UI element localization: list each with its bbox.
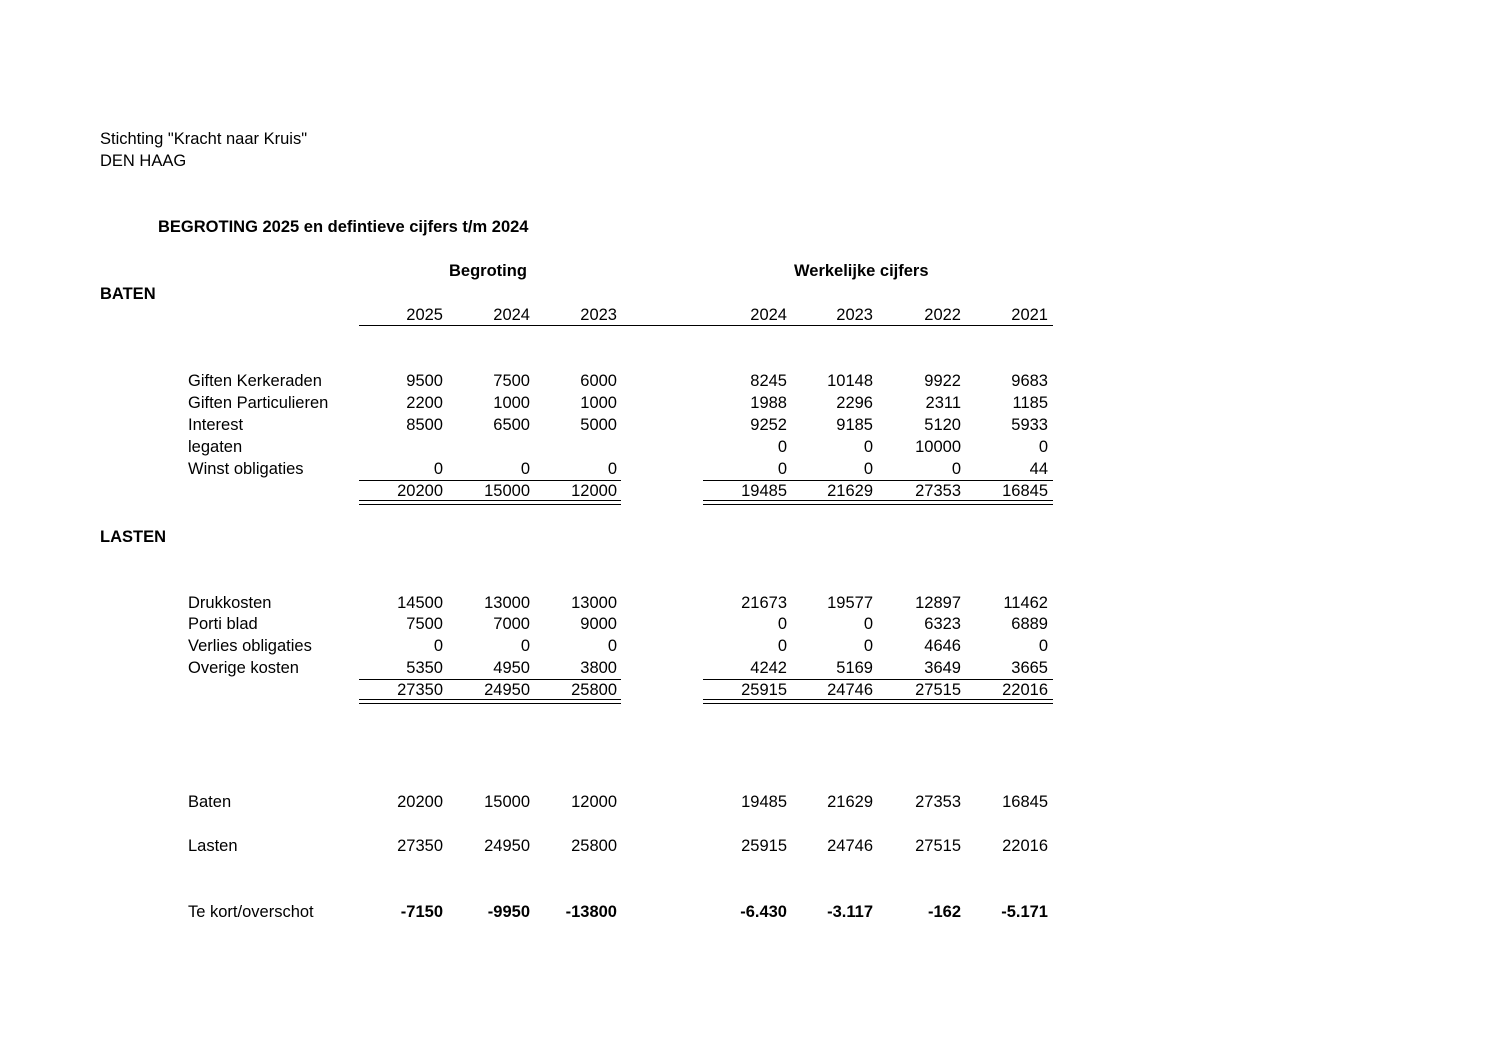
table-cell: 9000	[580, 615, 617, 633]
table-cell: 3800	[580, 659, 617, 677]
table-cell: 3649	[924, 659, 961, 677]
table-cell: 1000	[580, 394, 617, 412]
summary-cell: 24950	[484, 837, 530, 855]
summary-cell: 16845	[1002, 793, 1048, 811]
total-cell: 12000	[571, 482, 617, 500]
summary-cell: 24746	[827, 837, 873, 855]
table-cell: 11462	[1003, 594, 1048, 612]
summary-cell: 27350	[397, 837, 443, 855]
table-cell: 3665	[1011, 659, 1048, 677]
table-cell: 1185	[1012, 394, 1048, 412]
table-cell: 4242	[750, 659, 787, 677]
table-cell: 2311	[925, 394, 961, 412]
total-cell: 15000	[484, 482, 530, 500]
summary-cell: 15000	[484, 793, 530, 811]
table-cell: 7500	[406, 615, 443, 633]
row-label: Giften Kerkeraden	[188, 372, 322, 390]
subtotal-rule-budget	[359, 480, 621, 481]
total-cell: 27350	[397, 681, 443, 699]
year-header: 2023	[580, 306, 617, 324]
table-cell: 0	[607, 637, 617, 655]
summary-cell: -6.430	[740, 903, 787, 921]
table-cell: 0	[520, 460, 530, 478]
table-cell: 9185	[836, 416, 873, 434]
row-label: Interest	[188, 416, 244, 434]
total-cell: 21629	[827, 482, 873, 500]
summary-cell: 27353	[915, 793, 961, 811]
year-header: 2023	[836, 306, 873, 324]
table-cell: 6000	[580, 372, 617, 390]
table-cell: 6500	[493, 416, 530, 434]
summary-cell: 25800	[571, 837, 617, 855]
year-header: 2021	[1011, 306, 1048, 324]
document-title: BEGROTING 2025 en defintieve cijfers t/m 2024	[158, 218, 529, 236]
total-double-rule-budget	[359, 699, 621, 704]
table-cell: 4646	[924, 637, 961, 655]
table-cell: 0	[951, 460, 961, 478]
table-cell: 10000	[915, 438, 961, 456]
summary-cell: -162	[927, 903, 961, 921]
table-cell: 0	[777, 460, 787, 478]
total-cell: 27353	[915, 482, 961, 500]
summary-cell: 20200	[397, 793, 443, 811]
table-cell: 5350	[406, 659, 443, 677]
row-label: Giften Particulieren	[188, 394, 329, 412]
summary-label: Lasten	[188, 837, 238, 855]
table-cell: 4950	[493, 659, 530, 677]
summary-label: Te kort/overschot	[188, 903, 314, 921]
table-cell: 44	[1029, 460, 1048, 478]
table-cell: 21673	[741, 594, 787, 612]
table-cell: 6323	[924, 615, 961, 633]
total-cell: 27515	[915, 681, 961, 699]
table-cell: 0	[863, 637, 873, 655]
table-cell: 0	[863, 615, 873, 633]
table-cell: 13000	[571, 594, 617, 612]
table-cell: 0	[1038, 438, 1048, 456]
table-cell: 8245	[750, 372, 787, 390]
table-cell: 13000	[484, 594, 530, 612]
table-cell: 7500	[493, 372, 530, 390]
table-cell: 8500	[406, 416, 443, 434]
table-cell: 2200	[406, 394, 443, 412]
total-double-rule-budget	[359, 500, 621, 505]
total-cell: 16845	[1002, 482, 1048, 500]
table-cell: 10148	[827, 372, 873, 390]
summary-cell: -7150	[400, 903, 443, 921]
summary-cell: 12000	[571, 793, 617, 811]
row-label: Winst obligaties	[188, 460, 304, 478]
summary-cell: 25915	[741, 837, 787, 855]
table-cell: 0	[777, 438, 787, 456]
group-header-actual: Werkelijke cijfers	[794, 262, 929, 280]
row-label: Porti blad	[188, 615, 258, 633]
total-cell: 19485	[741, 482, 787, 500]
year-header: 2025	[406, 306, 443, 324]
table-cell: 0	[1038, 637, 1048, 655]
table-cell: 0	[520, 637, 530, 655]
subtotal-rule-budget	[359, 679, 621, 680]
row-label: Drukkosten	[188, 594, 272, 612]
summary-label: Baten	[188, 793, 232, 811]
table-cell: 6889	[1011, 615, 1048, 633]
section-heading-baten: BATEN	[100, 285, 156, 303]
total-cell: 24746	[827, 681, 873, 699]
table-cell: 7000	[493, 615, 530, 633]
total-double-rule-actual	[703, 500, 1053, 505]
table-cell: 5120	[924, 416, 961, 434]
summary-cell: -13800	[565, 903, 617, 921]
table-cell: 0	[863, 438, 873, 456]
table-cell: 9683	[1011, 372, 1048, 390]
table-cell: 2296	[836, 394, 873, 412]
total-cell: 20200	[397, 482, 443, 500]
table-cell: 9500	[406, 372, 443, 390]
summary-cell: 21629	[827, 793, 873, 811]
table-cell: 0	[863, 460, 873, 478]
year-header: 2024	[493, 306, 530, 324]
summary-cell: 22016	[1002, 837, 1048, 855]
table-cell: 1988	[750, 394, 787, 412]
table-cell: 9922	[924, 372, 961, 390]
summary-cell: 19485	[741, 793, 787, 811]
total-cell: 25800	[571, 681, 617, 699]
table-cell: 0	[433, 460, 443, 478]
table-cell: 0	[607, 460, 617, 478]
table-cell: 0	[433, 637, 443, 655]
table-cell: 0	[777, 615, 787, 633]
year-header: 2024	[750, 306, 787, 324]
section-heading-lasten: LASTEN	[100, 528, 166, 546]
total-double-rule-actual	[703, 699, 1053, 704]
year-header: 2022	[924, 306, 961, 324]
table-cell: 14500	[397, 594, 443, 612]
table-cell: 0	[777, 637, 787, 655]
total-cell: 24950	[484, 681, 530, 699]
org-name: Stichting "Kracht naar Kruis"	[100, 130, 308, 148]
summary-cell: 27515	[915, 837, 961, 855]
group-header-budget: Begroting	[449, 262, 527, 280]
table-cell: 1000	[493, 394, 530, 412]
table-cell: 12897	[915, 594, 961, 612]
table-cell: 9252	[750, 416, 787, 434]
table-cell: 5933	[1011, 416, 1048, 434]
total-cell: 22016	[1002, 681, 1048, 699]
summary-cell: -3.117	[827, 903, 873, 921]
table-cell: 5169	[836, 659, 873, 677]
subtotal-rule-actual	[703, 679, 1053, 680]
total-cell: 25915	[741, 681, 787, 699]
city: DEN HAAG	[100, 152, 187, 170]
row-label: legaten	[188, 438, 243, 456]
row-label: Verlies obligaties	[188, 637, 312, 655]
table-cell: 5000	[580, 416, 617, 434]
summary-cell: -9950	[487, 903, 530, 921]
row-label: Overige kosten	[188, 659, 299, 677]
header-underline	[359, 325, 1053, 326]
summary-cell: -5.171	[1001, 903, 1048, 921]
table-cell: 19577	[827, 594, 873, 612]
subtotal-rule-actual	[703, 480, 1053, 481]
